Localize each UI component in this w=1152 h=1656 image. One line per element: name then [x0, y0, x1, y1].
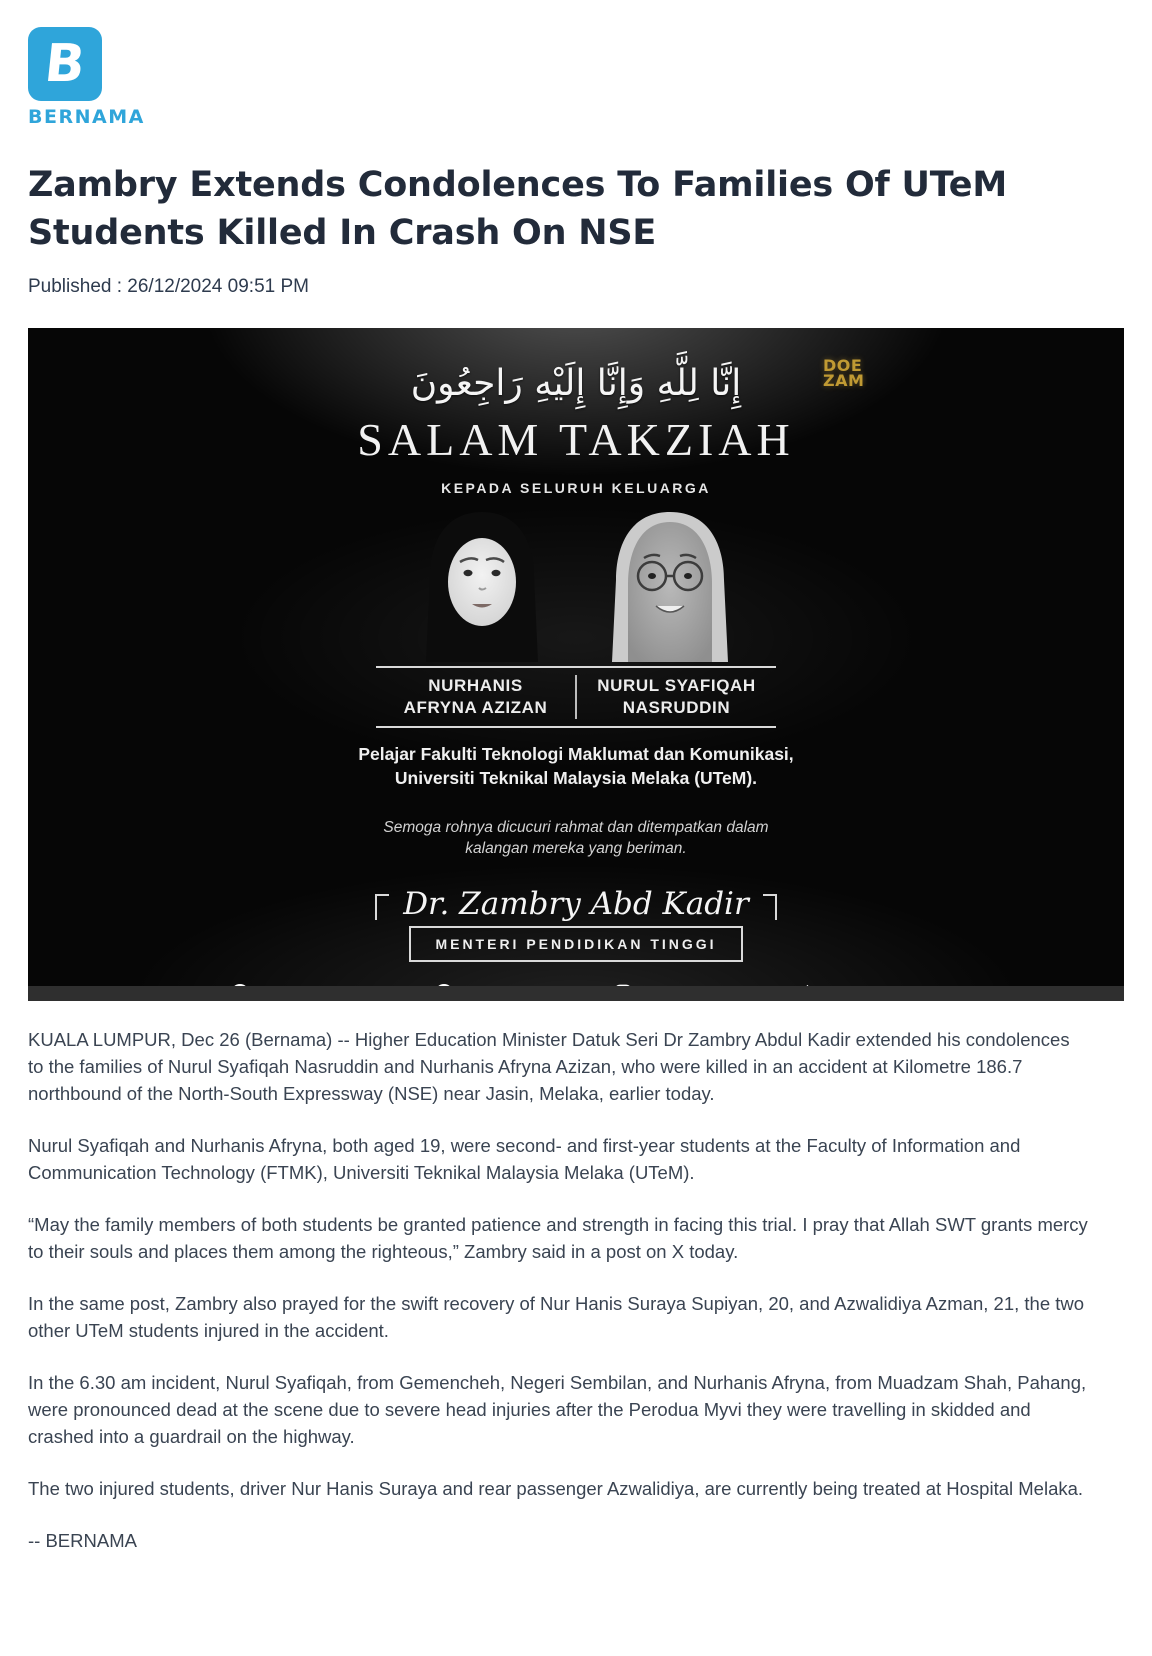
faculty-text: Pelajar Fakulti Teknologi Maklumat dan Komunikasi, Universiti Teknikal Malaysia Melaka (UTeM). [358, 744, 794, 788]
bernama-logo-wordmark: BERNAMA [28, 106, 145, 128]
minister-title-box: MENTERI PENDIDIKAN TINGGI [409, 926, 742, 962]
paragraph: KUALA LUMPUR, Dec 26 (Bernama) -- Higher Education Minister Datuk Seri Dr Zambry Abdul Kadir extended his condolences to the families of Nurul Syafiqah Nasruddin and Nurhanis Afryna Azizan, who were killed in an accident at Kilometre 186.7 northbound of the North-South Expressway (NSE) near Jasin, Melaka, earlier today. [28, 1028, 1070, 1104]
paragraph: “May the family members of both students be granted patience and strength in facing this trial. I pray that Allah SWT grants mercy to their souls and places them among the righteous,” Zambry said in a post on X today. [28, 1213, 1088, 1262]
site-header [28, 0, 1124, 128]
bernama-logo-glyph: B [42, 34, 88, 94]
portrait-nurhanis [416, 510, 548, 662]
article-hero-image [28, 328, 1124, 1001]
bernama-logo[interactable] [28, 27, 102, 101]
paragraph: In the same post, Zambry also prayed for the swift recovery of Nur Hanis Suraya Supiyan, 20, and Azwalidiya Azman, 21, the two other UTeM students injured in the accident. [28, 1292, 1085, 1341]
doezam-watermark-line2: ZAM [823, 371, 865, 391]
doezam-watermark-line1: DOE [823, 355, 863, 375]
page-title: Zambry Extends Condolences To Families Of UTeM Students Killed In Crash On NSE [28, 165, 1007, 253]
student-portraits [28, 510, 1124, 662]
portrait-nurul [604, 510, 736, 662]
arabic-calligraphy: إِنَّا لِلَّهِ وَإِنَّا إِلَيْهِ رَاجِعُونَ [410, 362, 742, 404]
article-signoff: -- BERNAMA [28, 1529, 137, 1551]
doezam-watermark [823, 355, 865, 391]
article-body [28, 1026, 1124, 1554]
name-nurul: NURUL SYAFIQAH NASRUDDIN [575, 675, 776, 719]
poster-subtitle: KEPADA SELURUH KELUARGA [441, 480, 711, 497]
paragraph: Nurul Syafiqah and Nurhanis Afryna, both aged 19, were second- and first-year students at the Faculty of Information and Communication Technology (FTMK), Universiti Teknikal Malaysia Melaka (UTeM). [28, 1134, 1021, 1183]
prayer-text: Semoga rohnya dicucuri rahmat dan ditempatkan dalam kalangan mereka yang beriman. [383, 818, 769, 858]
paragraph: The two injured students, driver Nur Hanis Suraya and rear passenger Azwalidiya, are currently being treated at Hospital Melaka. [28, 1477, 1084, 1499]
published-timestamp: Published : 26/12/2024 09:51 PM [28, 275, 309, 297]
student-names [376, 666, 776, 728]
name-nurhanis: NURHANIS AFRYNA AZIZAN [403, 676, 548, 718]
signature-text: Dr. Zambry Abd Kadir [403, 885, 749, 922]
poster-title: SALAM TAKZIAH [357, 414, 795, 466]
paragraph: In the 6.30 am incident, Nurul Syafiqah, from Gemencheh, Negeri Sembilan, and Nurhanis Afryna, from Muadzam Shah, Pahang, were pronounced dead at the scene due to severe head injuries after the Perodua Myvi they were travelling in skidded and crashed into a guardrail on the highway. [28, 1371, 1087, 1447]
signature-row [28, 886, 1124, 922]
poster-bottom-strip [28, 986, 1124, 1001]
